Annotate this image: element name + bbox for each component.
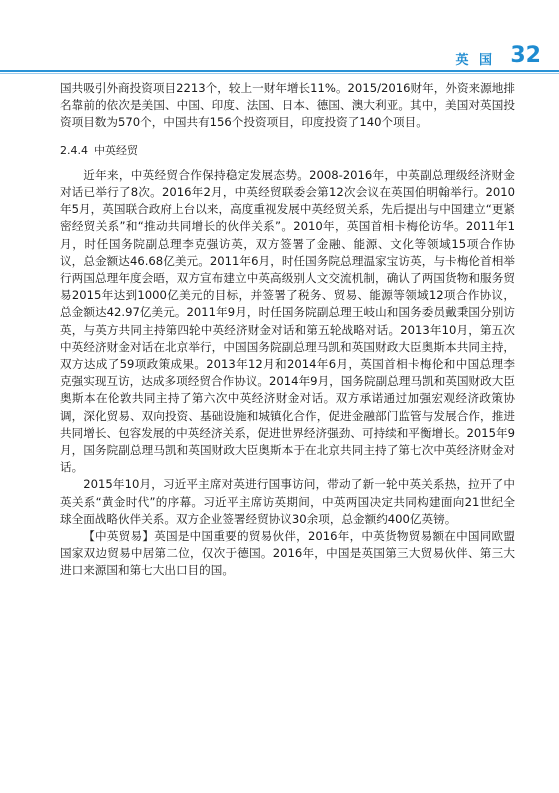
running-header-title: 英 国 bbox=[455, 53, 495, 68]
section-title: 中英经贸 bbox=[94, 143, 138, 157]
page-body bbox=[60, 80, 515, 580]
paragraph-trade bbox=[60, 528, 515, 580]
header-rule bbox=[0, 70, 559, 72]
header-rule-thin bbox=[0, 73, 559, 74]
page-header bbox=[0, 0, 559, 90]
page-number: 32 bbox=[510, 43, 541, 68]
trade-tag: 【中英贸易】 bbox=[83, 529, 155, 544]
paragraph-overview: 近年来，中英经贸合作保持稳定发展态势。2008-2016年，中英副总理级经济财金对话已举行了8次。2016年2月，中英经贸联委会第12次会议在英国伯明翰举行。2010年5月，英国联合政府上台以来，高度重视发展中英经贸关系，先后提出与中国建立“更紧密经贸关系”和“推动共同增长的伙伴关系”。2010年，英国首相卡梅伦访华。2011年1月，时任国务院副总理李克强访英，双方签署了金融、能源、文化等领域15项合作协议，总金额达46.68亿美元。2011年6月，时任国务院总理温家宝访英，与卡梅伦首相举行两国总理年度会晤，双方宣布建立中英高级别人文交流机制，确认了两国货物和服务贸易2015年达到1000亿美元的目标，并签署了税务、贸易、能源等领域12项合作协议，总金额达42.97亿美元。2011年9月，时任国务院副总理王岐山和国务委员戴秉国分别访英，与英方共同主持第四轮中英经济财金对话和第五轮战略对话。2013年10月，第五次中英经济财金对话在北京举行，中国国务院副总理马凯和英国财政大臣奥斯本共同主持，双方达成了59项政策成果。2013年12月和2014年6月，英国首相卡梅伦和中国总理李克强实现互访，达成多项经贸合作协议。2014年9月，国务院副总理马凯和英国财政大臣奥斯本在伦敦共同主持了第六次中英经济财金对话。双方承诺通过加强宏观经济政策协调，深化贸易、双向投资、基础设施和城镇化合作，促进金融部门监管与发展合作，推进共同增长、包容发展的中英经济关系，促进世界经济强劲、可持续和平衡增长。2015年9月，国务院副总理马凯和英国财政大臣奥斯本于在北京共同主持了第七次中英经济财金对话。 bbox=[60, 167, 515, 475]
paragraph-continuation: 国共吸引外商投资项目2213个，较上一财年增长11%。2015/2016财年，外资来源地排名靠前的依次是美国、中国、印度、法国、日本、德国、澳大利亚。其中，美国对英国投资项目数为570个，中国共有156个投资项目，印度投资了140个项目。 bbox=[60, 81, 515, 130]
section-heading bbox=[60, 142, 515, 159]
section-number: 2.4.4 bbox=[60, 143, 88, 157]
paragraph-state-visit: 2015年10月，习近平主席对英进行国事访问，带动了新一轮中英关系热，拉开了中英关系“黄金时代”的序幕。习近平主席访英期间，中英两国决定共同构建面向21世纪全球全面战略伙伴关系。双方企业签署经贸协议30余项，总金额约400亿英镑。 bbox=[60, 477, 515, 526]
trade-text: 英国是中国重要的贸易伙伴，2016年，中英货物贸易额在中国同欧盟国家双边贸易中居第二位，仅次于德国。2016年，中国是英国第三大贸易伙伴、第三大进口来源国和第七大出口目的国。 bbox=[60, 529, 515, 578]
